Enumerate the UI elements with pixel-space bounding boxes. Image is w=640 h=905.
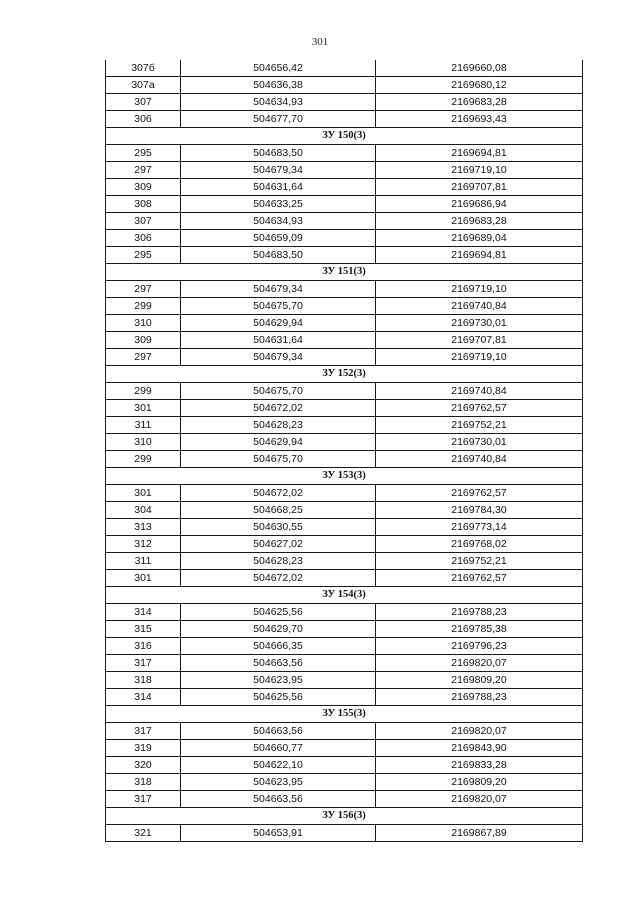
point-number-cell: 295 — [106, 247, 181, 264]
table-row — [106, 434, 583, 451]
section-title: ЗУ 153(3) — [106, 468, 583, 485]
x-coordinate-cell: 504625,56 — [181, 689, 376, 706]
table-row — [106, 502, 583, 519]
table-row — [106, 60, 583, 77]
point-number-cell: 299 — [106, 383, 181, 400]
section-header-row — [106, 366, 583, 383]
table-row — [106, 485, 583, 502]
point-number-cell: 307б — [106, 60, 181, 77]
x-coordinate-cell: 504633,25 — [181, 196, 376, 213]
x-coordinate-cell: 504631,64 — [181, 332, 376, 349]
point-number-cell: 314 — [106, 689, 181, 706]
x-coordinate-cell: 504622,10 — [181, 757, 376, 774]
y-coordinate-cell: 2169784,30 — [376, 502, 583, 519]
point-number-cell: 314 — [106, 604, 181, 621]
x-coordinate-cell: 504660,77 — [181, 740, 376, 757]
point-number-cell: 304 — [106, 502, 181, 519]
x-coordinate-cell: 504679,34 — [181, 349, 376, 366]
point-number-cell: 321 — [106, 825, 181, 842]
section-header-row — [106, 468, 583, 485]
point-number-cell: 308 — [106, 196, 181, 213]
section-title: ЗУ 150(3) — [106, 128, 583, 145]
y-coordinate-cell: 2169773,14 — [376, 519, 583, 536]
x-coordinate-cell: 504623,95 — [181, 672, 376, 689]
table-row — [106, 77, 583, 94]
table-row — [106, 689, 583, 706]
x-coordinate-cell: 504636,38 — [181, 77, 376, 94]
y-coordinate-cell: 2169752,21 — [376, 553, 583, 570]
section-header-row — [106, 264, 583, 281]
x-coordinate-cell: 504683,50 — [181, 145, 376, 162]
table-row — [106, 825, 583, 842]
x-coordinate-cell: 504672,02 — [181, 400, 376, 417]
x-coordinate-cell: 504628,23 — [181, 417, 376, 434]
point-number-cell: 295 — [106, 145, 181, 162]
y-coordinate-cell: 2169785,38 — [376, 621, 583, 638]
y-coordinate-cell: 2169762,57 — [376, 570, 583, 587]
y-coordinate-cell: 2169680,12 — [376, 77, 583, 94]
table-row — [106, 451, 583, 468]
y-coordinate-cell: 2169820,07 — [376, 791, 583, 808]
x-coordinate-cell: 504631,64 — [181, 179, 376, 196]
y-coordinate-cell: 2169762,57 — [376, 485, 583, 502]
point-number-cell: 307 — [106, 213, 181, 230]
x-coordinate-cell: 504672,02 — [181, 570, 376, 587]
table-row — [106, 349, 583, 366]
point-number-cell: 311 — [106, 553, 181, 570]
x-coordinate-cell: 504675,70 — [181, 383, 376, 400]
y-coordinate-cell: 2169796,23 — [376, 638, 583, 655]
x-coordinate-cell: 504629,94 — [181, 315, 376, 332]
table-row — [106, 383, 583, 400]
table-row — [106, 111, 583, 128]
section-header-row — [106, 706, 583, 723]
table-row — [106, 281, 583, 298]
y-coordinate-cell: 2169867,89 — [376, 825, 583, 842]
point-number-cell: 317 — [106, 791, 181, 808]
coordinates-table — [105, 60, 583, 842]
point-number-cell: 310 — [106, 315, 181, 332]
x-coordinate-cell: 504666,35 — [181, 638, 376, 655]
section-title: ЗУ 152(3) — [106, 366, 583, 383]
y-coordinate-cell: 2169820,07 — [376, 655, 583, 672]
point-number-cell: 309 — [106, 179, 181, 196]
y-coordinate-cell: 2169833,28 — [376, 757, 583, 774]
point-number-cell: 297 — [106, 349, 181, 366]
y-coordinate-cell: 2169762,57 — [376, 400, 583, 417]
point-number-cell: 313 — [106, 519, 181, 536]
point-number-cell: 307 — [106, 94, 181, 111]
x-coordinate-cell: 504634,93 — [181, 94, 376, 111]
table-row — [106, 179, 583, 196]
table-row — [106, 145, 583, 162]
y-coordinate-cell: 2169719,10 — [376, 349, 583, 366]
table-row — [106, 638, 583, 655]
table-row — [106, 196, 583, 213]
x-coordinate-cell: 504629,70 — [181, 621, 376, 638]
point-number-cell: 297 — [106, 162, 181, 179]
table-row — [106, 247, 583, 264]
table-row — [106, 570, 583, 587]
point-number-cell: 312 — [106, 536, 181, 553]
y-coordinate-cell: 2169740,84 — [376, 451, 583, 468]
x-coordinate-cell: 504679,34 — [181, 162, 376, 179]
point-number-cell: 310 — [106, 434, 181, 451]
point-number-cell: 301 — [106, 485, 181, 502]
table-row — [106, 774, 583, 791]
point-number-cell: 301 — [106, 400, 181, 417]
table-row — [106, 655, 583, 672]
table-row — [106, 723, 583, 740]
y-coordinate-cell: 2169788,23 — [376, 604, 583, 621]
point-number-cell: 319 — [106, 740, 181, 757]
y-coordinate-cell: 2169686,94 — [376, 196, 583, 213]
x-coordinate-cell: 504675,70 — [181, 451, 376, 468]
x-coordinate-cell: 504679,34 — [181, 281, 376, 298]
point-number-cell: 306 — [106, 111, 181, 128]
x-coordinate-cell: 504630,55 — [181, 519, 376, 536]
x-coordinate-cell: 504677,70 — [181, 111, 376, 128]
point-number-cell: 318 — [106, 672, 181, 689]
y-coordinate-cell: 2169719,10 — [376, 162, 583, 179]
y-coordinate-cell: 2169694,81 — [376, 247, 583, 264]
x-coordinate-cell: 504634,93 — [181, 213, 376, 230]
coordinates-table-body — [106, 60, 583, 842]
x-coordinate-cell: 504629,94 — [181, 434, 376, 451]
x-coordinate-cell: 504675,70 — [181, 298, 376, 315]
y-coordinate-cell: 2169809,20 — [376, 672, 583, 689]
section-title: ЗУ 156(3) — [106, 808, 583, 825]
point-number-cell: 297 — [106, 281, 181, 298]
y-coordinate-cell: 2169693,43 — [376, 111, 583, 128]
table-row — [106, 162, 583, 179]
y-coordinate-cell: 2169707,81 — [376, 179, 583, 196]
y-coordinate-cell: 2169740,84 — [376, 298, 583, 315]
table-row — [106, 417, 583, 434]
y-coordinate-cell: 2169719,10 — [376, 281, 583, 298]
y-coordinate-cell: 2169683,28 — [376, 213, 583, 230]
table-row — [106, 757, 583, 774]
x-coordinate-cell: 504659,09 — [181, 230, 376, 247]
x-coordinate-cell: 504625,56 — [181, 604, 376, 621]
x-coordinate-cell: 504653,91 — [181, 825, 376, 842]
x-coordinate-cell: 504683,50 — [181, 247, 376, 264]
y-coordinate-cell: 2169689,04 — [376, 230, 583, 247]
y-coordinate-cell: 2169843,90 — [376, 740, 583, 757]
table-row — [106, 740, 583, 757]
x-coordinate-cell: 504627,02 — [181, 536, 376, 553]
y-coordinate-cell: 2169740,84 — [376, 383, 583, 400]
x-coordinate-cell: 504623,95 — [181, 774, 376, 791]
section-title: ЗУ 151(3) — [106, 264, 583, 281]
x-coordinate-cell: 504656,42 — [181, 60, 376, 77]
y-coordinate-cell: 2169752,21 — [376, 417, 583, 434]
y-coordinate-cell: 2169809,20 — [376, 774, 583, 791]
y-coordinate-cell: 2169768,02 — [376, 536, 583, 553]
y-coordinate-cell: 2169820,07 — [376, 723, 583, 740]
x-coordinate-cell: 504668,25 — [181, 502, 376, 519]
point-number-cell: 306 — [106, 230, 181, 247]
x-coordinate-cell: 504663,56 — [181, 655, 376, 672]
table-row — [106, 604, 583, 621]
table-row — [106, 621, 583, 638]
point-number-cell: 320 — [106, 757, 181, 774]
table-row — [106, 213, 583, 230]
table-row — [106, 332, 583, 349]
table-row — [106, 553, 583, 570]
section-title: ЗУ 154(3) — [106, 587, 583, 604]
table-row — [106, 536, 583, 553]
table-row — [106, 230, 583, 247]
x-coordinate-cell: 504672,02 — [181, 485, 376, 502]
section-header-row — [106, 587, 583, 604]
table-row — [106, 298, 583, 315]
point-number-cell: 311 — [106, 417, 181, 434]
point-number-cell: 299 — [106, 451, 181, 468]
point-number-cell: 317 — [106, 723, 181, 740]
table-row — [106, 519, 583, 536]
y-coordinate-cell: 2169730,01 — [376, 434, 583, 451]
point-number-cell: 301 — [106, 570, 181, 587]
y-coordinate-cell: 2169730,01 — [376, 315, 583, 332]
table-row — [106, 672, 583, 689]
point-number-cell: 316 — [106, 638, 181, 655]
y-coordinate-cell: 2169788,23 — [376, 689, 583, 706]
y-coordinate-cell: 2169683,28 — [376, 94, 583, 111]
x-coordinate-cell: 504663,56 — [181, 791, 376, 808]
table-row — [106, 400, 583, 417]
table-row — [106, 94, 583, 111]
point-number-cell: 309 — [106, 332, 181, 349]
point-number-cell: 299 — [106, 298, 181, 315]
x-coordinate-cell: 504628,23 — [181, 553, 376, 570]
table-row — [106, 791, 583, 808]
y-coordinate-cell: 2169660,08 — [376, 60, 583, 77]
section-header-row — [106, 808, 583, 825]
point-number-cell: 318 — [106, 774, 181, 791]
point-number-cell: 317 — [106, 655, 181, 672]
section-title: ЗУ 155(3) — [106, 706, 583, 723]
x-coordinate-cell: 504663,56 — [181, 723, 376, 740]
section-header-row — [106, 128, 583, 145]
page-number: 301 — [311, 36, 329, 48]
table-row — [106, 315, 583, 332]
y-coordinate-cell: 2169707,81 — [376, 332, 583, 349]
point-number-cell: 315 — [106, 621, 181, 638]
point-number-cell: 307а — [106, 77, 181, 94]
y-coordinate-cell: 2169694,81 — [376, 145, 583, 162]
